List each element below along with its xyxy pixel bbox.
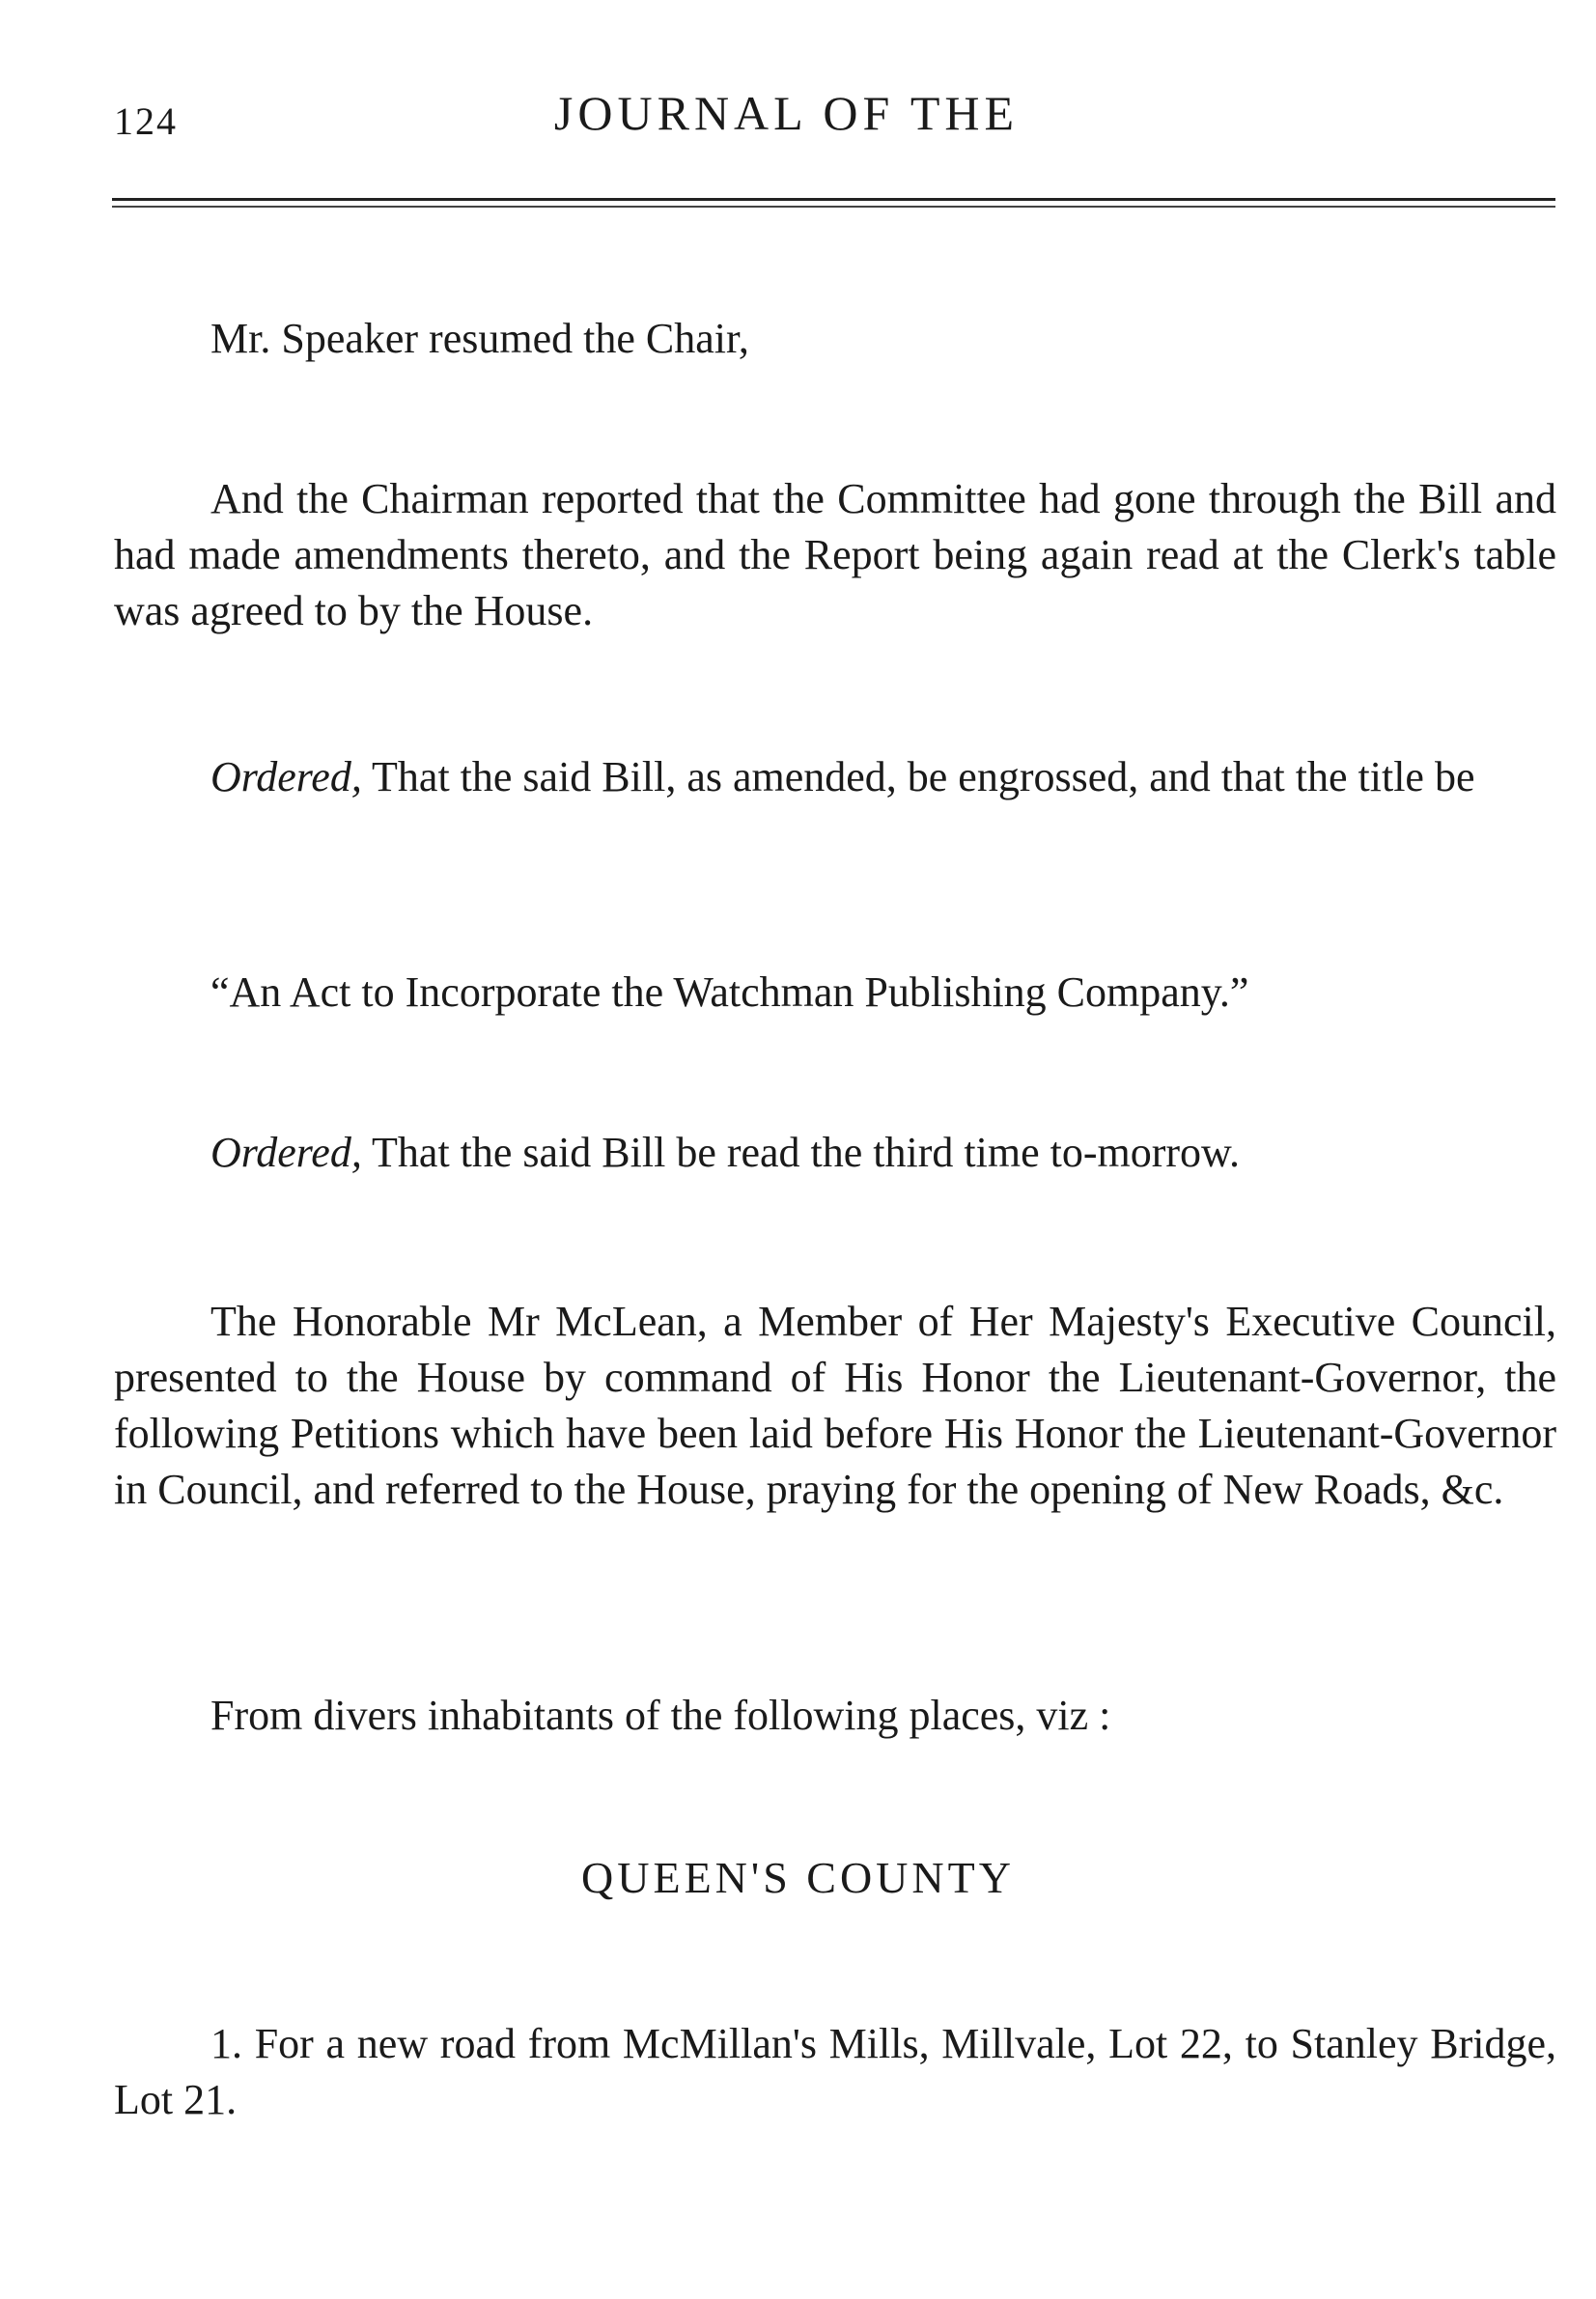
paragraph-petitions-presented (114, 1294, 1556, 1518)
petition-item-text: 1. For a new road from McMillan's Mills, Millvale, Lot 22, to Stanley Bridge, Lot 21. (114, 2020, 1556, 2123)
paragraph-speaker-resumed (114, 311, 1556, 367)
running-head: JOURNAL OF THE (553, 86, 1020, 140)
paragraph-text: “An Act to Incorporate the Watchman Publishing Company.” (210, 968, 1249, 1016)
ordered-rest: That the said Bill be read the third time to-morrow. (361, 1129, 1240, 1176)
paragraph-text (114, 749, 1556, 805)
petition-item (114, 2016, 1556, 2128)
header-rule-thick (112, 198, 1555, 201)
paragraph-text (114, 1125, 1556, 1181)
paragraph-text: And the Chairman reported that the Committee had gone through the Bill and had made amendments thereto, and the Report being again read at the Clerk's table was agreed to by the House. (114, 475, 1556, 634)
paragraph-chairman-report (114, 471, 1556, 639)
page-number: 124 (114, 99, 178, 143)
header-rule-thin (112, 206, 1555, 208)
paragraph-ordered-third-reading (114, 1125, 1556, 1181)
paragraph-text: The Honorable Mr McLean, a Member of Her Majesty's Executive Council, presented to the House by command of His Honor the Lieutenant-Governor, the following Petitions which have been laid before His Honor the Lieutenant-Governor in Council, and referred to the House, praying for the opening of New Roads, &c. (114, 1298, 1556, 1513)
paragraph-divers-inhabitants (114, 1688, 1556, 1744)
ordered-rest: That the said Bill, as amended, be engrossed, and that the title be (361, 753, 1475, 800)
ordered-lead: Ordered, (210, 753, 362, 800)
paragraph-ordered-engrossed (114, 749, 1556, 805)
ordered-lead: Ordered, (210, 1129, 362, 1176)
paragraph-act-title (114, 965, 1556, 1021)
header-rule (112, 198, 1555, 211)
paragraph-text: Mr. Speaker resumed the Chair, (210, 315, 749, 362)
page-header (114, 85, 1555, 153)
paragraph-text: From divers inhabitants of the following places, viz : (210, 1692, 1111, 1739)
section-heading: QUEEN'S COUNTY (581, 1853, 1015, 1902)
